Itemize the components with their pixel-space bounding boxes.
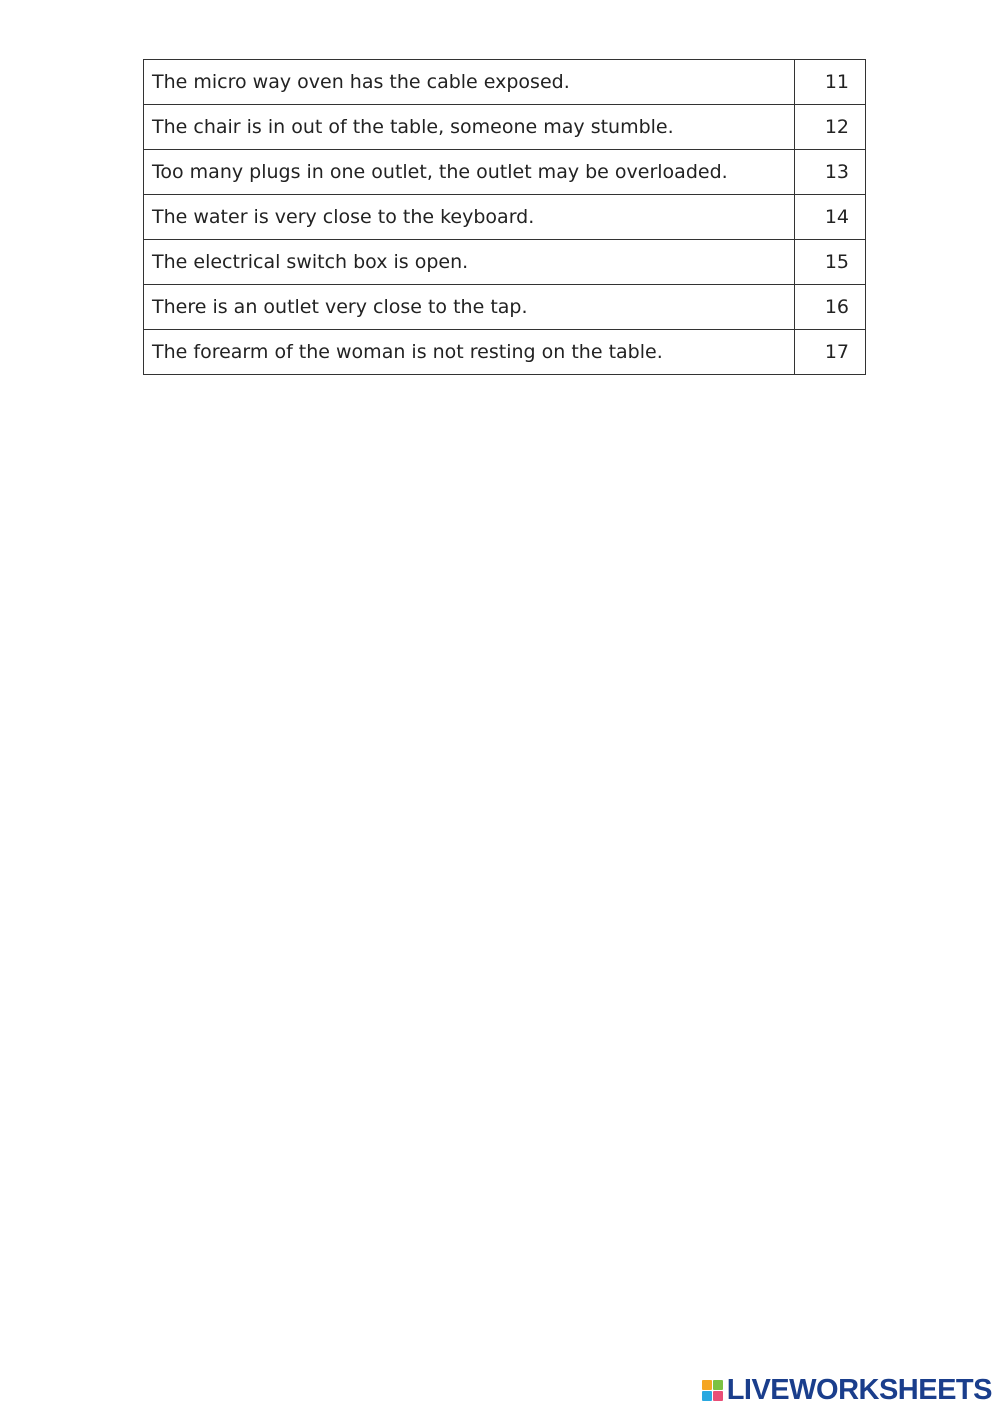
table-row (144, 240, 866, 285)
statement-text: Too many plugs in one outlet, the outlet may be overloaded. (144, 150, 795, 195)
statement-text: The water is very close to the keyboard. (144, 195, 795, 240)
statement-text: The micro way oven has the cable exposed. (144, 60, 795, 105)
logo-wordmark: LIVEWORKSHEETS (726, 1374, 992, 1406)
statement-number: 12 (795, 105, 866, 150)
statement-text: The chair is in out of the table, someone may stumble. (144, 105, 795, 150)
statement-text: There is an outlet very close to the tap. (144, 285, 795, 330)
logo-tile (702, 1380, 712, 1390)
statement-number: 17 (795, 330, 866, 375)
statement-number: 15 (795, 240, 866, 285)
table-row (144, 150, 866, 195)
statement-number: 13 (795, 150, 866, 195)
table-row (144, 285, 866, 330)
statement-text: The forearm of the woman is not resting on the table. (144, 330, 795, 375)
statement-text: The electrical switch box is open. (144, 240, 795, 285)
logo-tiles-icon (702, 1380, 723, 1401)
logo-tile (702, 1391, 712, 1401)
liveworksheets-logo (702, 1374, 992, 1407)
table-row (144, 195, 866, 240)
statement-number: 14 (795, 195, 866, 240)
statement-number: 11 (795, 60, 866, 105)
logo-tile (713, 1380, 723, 1390)
table-row (144, 105, 866, 150)
table-row (144, 330, 866, 375)
table-row (144, 60, 866, 105)
statement-number: 16 (795, 285, 866, 330)
statements-table (143, 59, 866, 375)
logo-tile (713, 1391, 723, 1401)
